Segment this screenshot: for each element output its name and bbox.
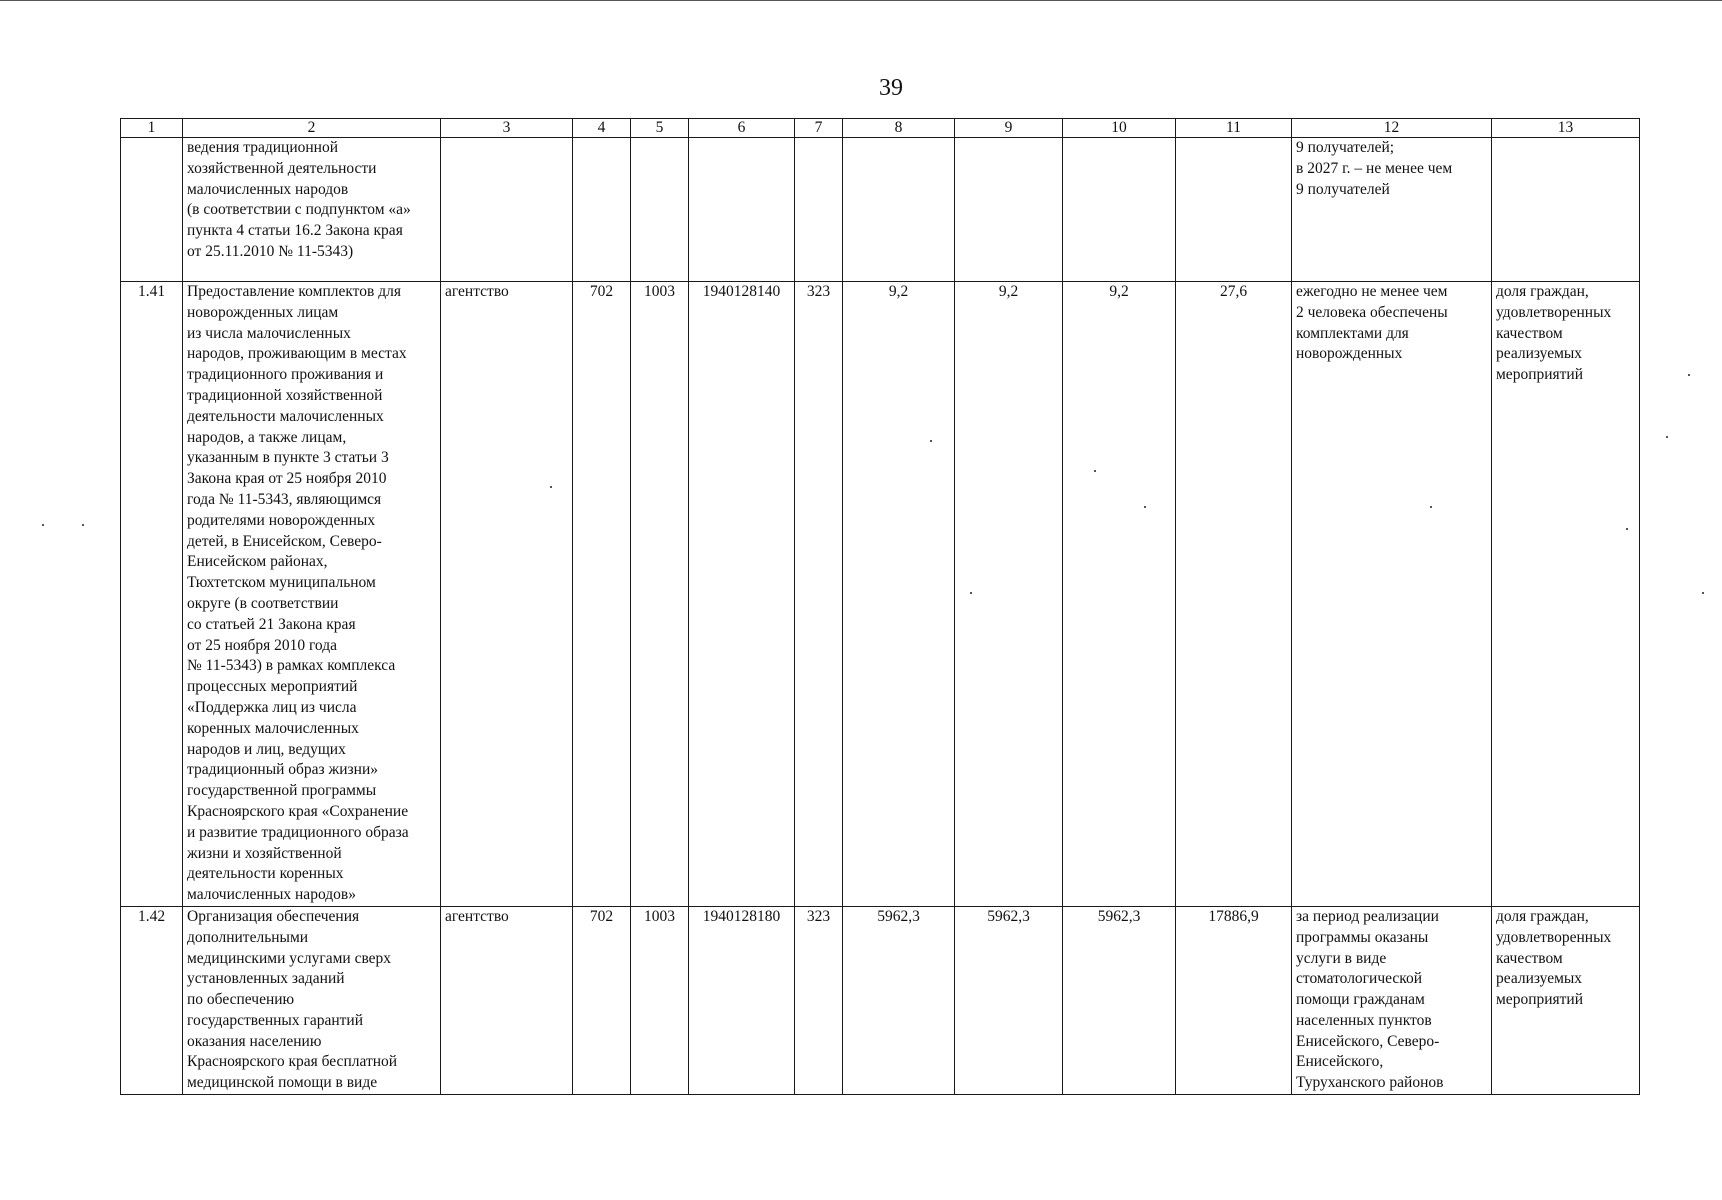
cell-description: ведения традиционной хозяйственной деятельности малочисленных народов (в соответствии с подпунктом «а» пункта 4 статьи 16.2 Закона края от 25.11.2010 № 11-5343) bbox=[183, 138, 441, 282]
cell-rzpr: 1003 bbox=[631, 906, 689, 1094]
column-header: 3 bbox=[441, 119, 573, 138]
scan-speck bbox=[1094, 470, 1096, 472]
cell-expected-result: ежегодно не менее чем 2 человека обеспечены комплектами для новорожденных bbox=[1292, 282, 1492, 907]
cell-expected-result: 9 получателей; в 2027 г. – не менее чем 9 получателей bbox=[1292, 138, 1492, 282]
cell-total: 17886,9 bbox=[1176, 906, 1292, 1094]
cell-rzpr bbox=[631, 138, 689, 282]
cell-csr: 1940128180 bbox=[689, 906, 795, 1094]
cell-vr: 323 bbox=[795, 906, 843, 1094]
cell-csr bbox=[689, 138, 795, 282]
cell-year-3: 5962,3 bbox=[1063, 906, 1176, 1094]
cell-year-1: 9,2 bbox=[843, 282, 955, 907]
column-header: 11 bbox=[1176, 119, 1292, 138]
cell-year-1: 5962,3 bbox=[843, 906, 955, 1094]
scan-speck bbox=[82, 524, 84, 526]
program-activities-table bbox=[120, 118, 1640, 1095]
cell-grbs: 702 bbox=[573, 282, 631, 907]
cell-year-2: 5962,3 bbox=[955, 906, 1063, 1094]
column-header: 13 bbox=[1492, 119, 1640, 138]
cell-grbs: 702 bbox=[573, 906, 631, 1094]
scan-speck bbox=[1702, 592, 1704, 594]
cell-number: 1.42 bbox=[121, 906, 183, 1094]
cell-year-3 bbox=[1063, 138, 1176, 282]
cell-executor: агентство bbox=[441, 282, 573, 907]
table-row-continuation bbox=[121, 138, 1640, 282]
cell-number bbox=[121, 138, 183, 282]
column-header: 1 bbox=[121, 119, 183, 138]
scan-speck bbox=[1666, 436, 1668, 438]
column-header: 9 bbox=[955, 119, 1063, 138]
column-header: 4 bbox=[573, 119, 631, 138]
scan-speck bbox=[1688, 374, 1690, 376]
cell-number: 1.41 bbox=[121, 282, 183, 907]
scan-speck bbox=[1144, 506, 1146, 508]
column-header: 6 bbox=[689, 119, 795, 138]
cell-description: Организация обеспечения дополнительными медицинскими услугами сверх установленных заданий по обеспечению государственных гарантий оказания населению Красноярского края бесплатной медицинской помощи в виде bbox=[183, 906, 441, 1094]
column-number-row bbox=[121, 119, 1640, 138]
scan-speck bbox=[970, 592, 972, 594]
cell-csr: 1940128140 bbox=[689, 282, 795, 907]
cell-total bbox=[1176, 138, 1292, 282]
cell-description: Предоставление комплектов для новорожденных лицам из числа малочисленных народов, проживающим в местах традиционного проживания и традиционной хозяйственной деятельности малочисленных народов, а также лицам, указанным в пункте 3 статьи 3 Закона края от 25 ноября 2010 года № 11-5343, являющимся родителями новорожденных детей, в Енисейском, Северо- Енисейском районах, Тюхтетском муниципальном округе (в соответствии со статьей 21 Закона края от 25 ноября 2010 года № 11-5343) в рамках комплекса процессных мероприятий «Поддержка лиц из числа коренных малочисленных народов и лиц, ведущих традиционный образ жизни» государственной программы Красноярского края «Сохранение и развитие традиционного образа жизни и хозяйственной деятельности коренных малочисленных народов» bbox=[183, 282, 441, 907]
cell-year-3: 9,2 bbox=[1063, 282, 1176, 907]
scan-speck bbox=[42, 524, 44, 526]
column-header: 5 bbox=[631, 119, 689, 138]
page-number: 39 bbox=[879, 75, 903, 101]
cell-year-1 bbox=[843, 138, 955, 282]
cell-indicator: доля граждан, удовлетворенных качеством реализуемых мероприятий bbox=[1492, 906, 1640, 1094]
cell-indicator: доля граждан, удовлетворенных качеством реализуемых мероприятий bbox=[1492, 282, 1640, 907]
cell-year-2: 9,2 bbox=[955, 282, 1063, 907]
scan-top-edge bbox=[0, 0, 1722, 1]
column-header: 10 bbox=[1063, 119, 1176, 138]
column-header: 2 bbox=[183, 119, 441, 138]
column-header: 12 bbox=[1292, 119, 1492, 138]
column-header: 7 bbox=[795, 119, 843, 138]
cell-grbs bbox=[573, 138, 631, 282]
cell-executor bbox=[441, 138, 573, 282]
cell-expected-result: за период реализации программы оказаны услуги в виде стоматологической помощи гражданам населенных пунктов Енисейского, Северо- Енисейского, Туруханского районов bbox=[1292, 906, 1492, 1094]
cell-total: 27,6 bbox=[1176, 282, 1292, 907]
cell-vr bbox=[795, 138, 843, 282]
cell-rzpr: 1003 bbox=[631, 282, 689, 907]
table-row-1-42 bbox=[121, 906, 1640, 1094]
scan-speck bbox=[1626, 528, 1628, 530]
cell-vr: 323 bbox=[795, 282, 843, 907]
scan-speck bbox=[930, 440, 932, 442]
cell-executor: агентство bbox=[441, 906, 573, 1094]
table-row-1-41 bbox=[121, 282, 1640, 907]
scan-speck bbox=[1430, 506, 1432, 508]
cell-indicator bbox=[1492, 138, 1640, 282]
column-header: 8 bbox=[843, 119, 955, 138]
cell-year-2 bbox=[955, 138, 1063, 282]
scan-speck bbox=[550, 486, 552, 488]
